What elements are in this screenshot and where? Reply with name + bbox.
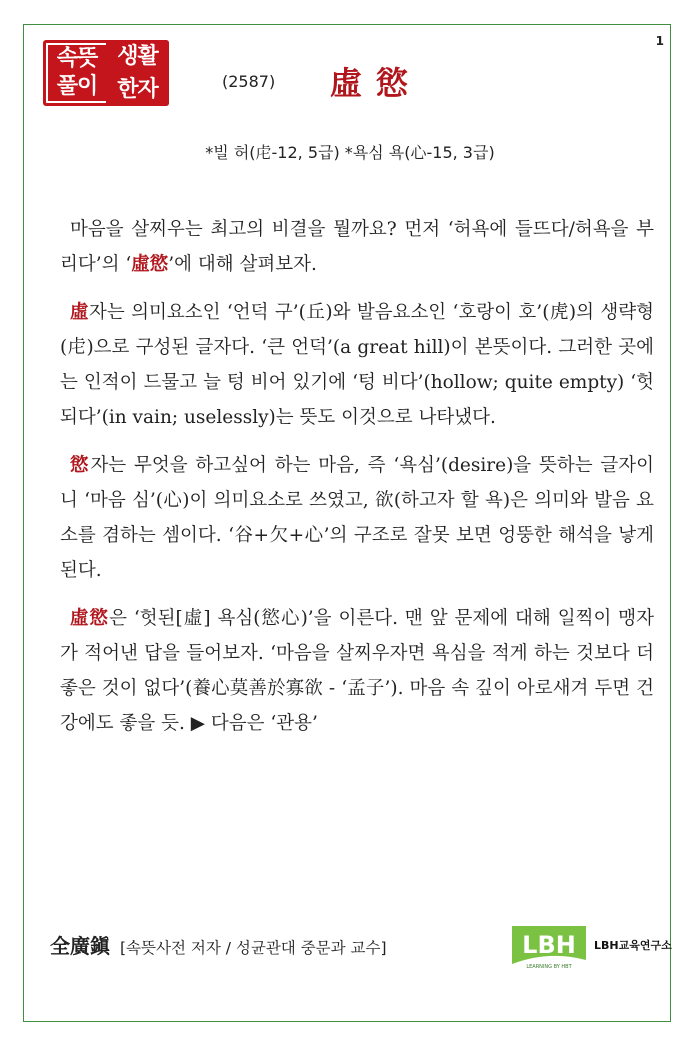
character-info: *빌 허(虍-12, 5급) *욕심 욕(心-15, 3급) [205, 143, 495, 162]
paragraph-1-text: 마음을 살찌우는 최고의 비결을 뭘까요? 먼저 ‘허욕에 들뜨다/허욕을 부리다’의 ‘ [60, 219, 654, 275]
lbh-institute-name: LBH교육연구소 [594, 939, 672, 952]
headword: 虛慾 [330, 64, 423, 102]
logo-char-3: 풀이 [46, 73, 106, 103]
paragraph-4 [60, 601, 654, 741]
paragraph-2-lead: 虛 [70, 302, 90, 323]
paragraph-1-tail: ’에 대해 살펴보자. [168, 254, 317, 275]
paragraph-4-lead: 虛慾 [70, 608, 110, 629]
logo-char-1: 속뜻 [46, 43, 106, 73]
page-number: 1 [655, 34, 664, 48]
lbh-institute-logo [508, 920, 672, 970]
author-footer [50, 930, 387, 959]
paragraph-3-text: 자는 무엇을 하고싶어 하는 마음, 즉 ‘욕심’(desire)을 뜻하는 글자이니 ‘마음 심’(心)이 의미요소로 쓰였고, 欲(하고자 할 욕)은 의미와 발음 요소를 겸하는 셈이다. ‘谷+欠+心’의 구조로 잘못 보면 엉뚱한 해석을 낳게 된다. [60, 455, 654, 581]
lbh-logo-letters: LBH [522, 931, 576, 959]
paragraph-1 [60, 212, 654, 282]
paragraph-3-lead: 慾 [70, 455, 91, 476]
logo-char-2: 생활 [106, 40, 169, 73]
logo-char-4: 한자 [106, 73, 169, 106]
sokddeut-hanja-logo [43, 40, 169, 106]
paragraph-2-text: 자는 의미요소인 ‘언덕 구’(丘)와 발음요소인 ‘호랑이 호’(虎)의 생략형(虍)으로 구성된 글자다. ‘큰 언덕’(a great hill)이 본뜻이다. 그러한 곳에는 인적이 드물고 늘 텅 비어 있기에 ‘텅 비다’(hollow; quite empty) ‘헛되다’(in vain; uselessly)는 뜻도 이것으로 나타냈다. [60, 302, 654, 428]
lbh-logo-icon [508, 920, 590, 970]
author-name: 全廣鎭 [50, 934, 110, 958]
paragraph-1-highlight: 虛慾 [131, 254, 169, 275]
article-body [60, 212, 654, 754]
lbh-logo-tagline: LEARNING BY HBT [526, 964, 572, 970]
entry-number: (2587) [222, 72, 276, 91]
paragraph-2 [60, 295, 654, 435]
author-description: [속뜻사전 저자 / 성균관대 중문과 교수] [120, 939, 387, 957]
paragraph-4-text: 은 ‘헛된[虛] 욕심(慾心)’을 이른다. 맨 앞 문제에 대해 일찍이 맹자가 적어낸 답을 들어보자. ‘마음을 살찌우자면 욕심을 적게 하는 것보다 더 좋은 것이 없다’(養心莫善於寡欲 - ‘孟子’). 마음 속 깊이 아로새겨 두면 건강에도 좋을 듯. ▶ 다음은 ‘관용’ [60, 608, 654, 734]
paragraph-3 [60, 448, 654, 588]
